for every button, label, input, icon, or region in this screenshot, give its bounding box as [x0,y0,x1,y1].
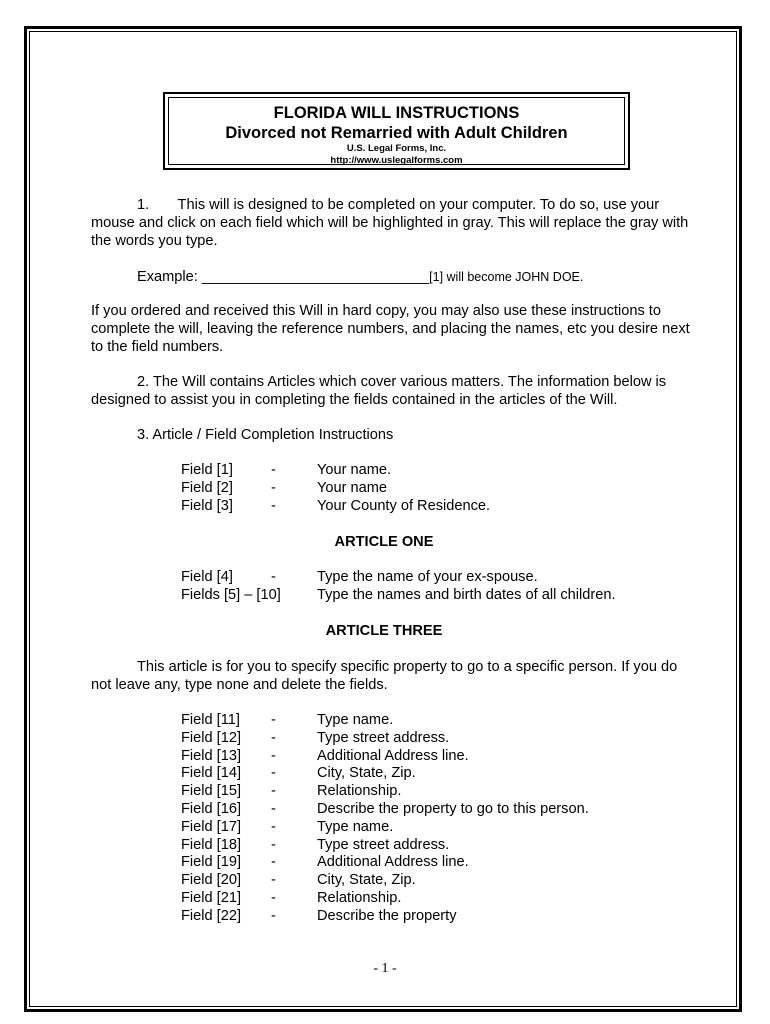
field-list-general [181,462,490,515]
paragraph-3: 3. Article / Field Completion Instructions [137,427,394,443]
list-item [181,480,490,498]
list-item [181,587,616,605]
field-dash: - [271,818,276,835]
list-item [181,712,589,730]
list-item [181,569,616,587]
field-dash: - [271,497,276,514]
field-dash: - [271,479,276,496]
field-description: Your County of Residence. [317,497,491,514]
field-label: Field [20] [181,872,242,889]
field-dash: - [271,747,276,764]
field-label: Field [15] [181,783,242,800]
document-title: FLORIDA WILL INSTRUCTIONS [273,104,520,122]
field-label: Field [16] [181,800,242,817]
list-item [181,801,589,819]
field-description: Type the name of your ex-spouse. [317,569,538,585]
title-box [168,97,625,165]
article-three-intro: This article is for you to specify specific property to go to a specific person. If you do not leave any, type none and delete the fields. [91,659,678,693]
example-suffix: [1] will become JOHN DOE. [429,270,584,284]
list-item [181,765,589,783]
field-label: Field [11] [181,712,240,728]
field-description: Type street address. [317,729,450,746]
field-description: Your name. [317,462,392,478]
field-dash: - [271,872,276,889]
field-label: Field [21] [181,889,242,906]
field-list-article-one [181,569,616,605]
company-url: http://www.uslegalforms.com [330,155,463,166]
field-label: Field [13] [181,747,242,764]
field-dash: - [271,729,276,746]
field-dash: - [271,569,276,585]
list-item [181,837,589,855]
field-dash: - [271,889,276,906]
list-item [181,872,589,890]
example-label: Example: [137,269,202,285]
field-label: Field [12] [181,729,242,746]
example-blank: ____________________________ [201,269,430,285]
field-dash: - [271,462,276,478]
field-label: Fields [5] – [10] [181,586,281,603]
field-label: Field [17] [181,818,242,835]
field-label: Field [1] [181,462,233,478]
list-item [181,748,589,766]
field-description: Type name. [317,712,394,728]
field-dash: - [271,712,276,728]
field-description: Relationship. [317,889,402,906]
page-number: - 1 - [373,961,397,976]
field-label: Field [18] [181,836,242,853]
field-label: Field [14] [181,765,242,782]
field-dash: - [271,800,276,817]
list-item [181,908,589,926]
field-dash: - [271,854,276,871]
field-dash: - [271,907,276,924]
article-three-heading: ARTICLE THREE [325,623,443,639]
field-description: Additional Address line. [317,747,469,764]
list-item [181,498,490,516]
field-dash: - [271,783,276,800]
field-label: Field [3] [181,497,233,514]
list-item [181,890,589,908]
document-subtitle: Divorced not Remarried with Adult Children [225,124,568,142]
field-description: City, State, Zip. [317,872,416,889]
field-description: Describe the property to go to this person. [317,800,589,817]
list-item [181,783,589,801]
list-item [181,462,490,480]
field-description: Type street address. [317,836,450,853]
list-item [181,730,589,748]
field-label: Field [19] [181,854,242,871]
field-description: Type name. [317,818,394,835]
list-item [181,854,589,872]
field-dash: - [271,765,276,782]
field-description: Describe the property [317,907,457,924]
paragraph-hardcopy: If you ordered and received this Will in hard copy, you may also use these instructions to complete the will, leaving the reference numbers, and placing the names, etc you desire next to the field numbers. [91,303,690,355]
field-description: Additional Address line. [317,854,469,871]
field-description: Type the names and birth dates of all children. [317,586,616,603]
list-item [181,819,589,837]
company-name: U.S. Legal Forms, Inc. [346,143,447,154]
field-label: Field [2] [181,479,233,496]
paragraph-1: 1. This will is designed to be completed on your computer. To do so, use your mouse and click on each field which will be highlighted in gray. This will replace the gray with the words you type. [91,197,689,249]
field-label: Field [4] [181,569,233,585]
field-description: City, State, Zip. [317,765,416,782]
field-description: Relationship. [317,783,402,800]
field-label: Field [22] [181,907,242,924]
article-one-heading: ARTICLE ONE [334,534,434,550]
example-line [91,268,691,286]
paragraph-2: 2. The Will contains Articles which cover various matters. The information below is designed to assist you in completing the fields contained in the articles of the Will. [91,374,667,408]
field-list-article-three [181,712,589,926]
field-dash: - [271,836,276,853]
field-description: Your name [317,479,388,496]
